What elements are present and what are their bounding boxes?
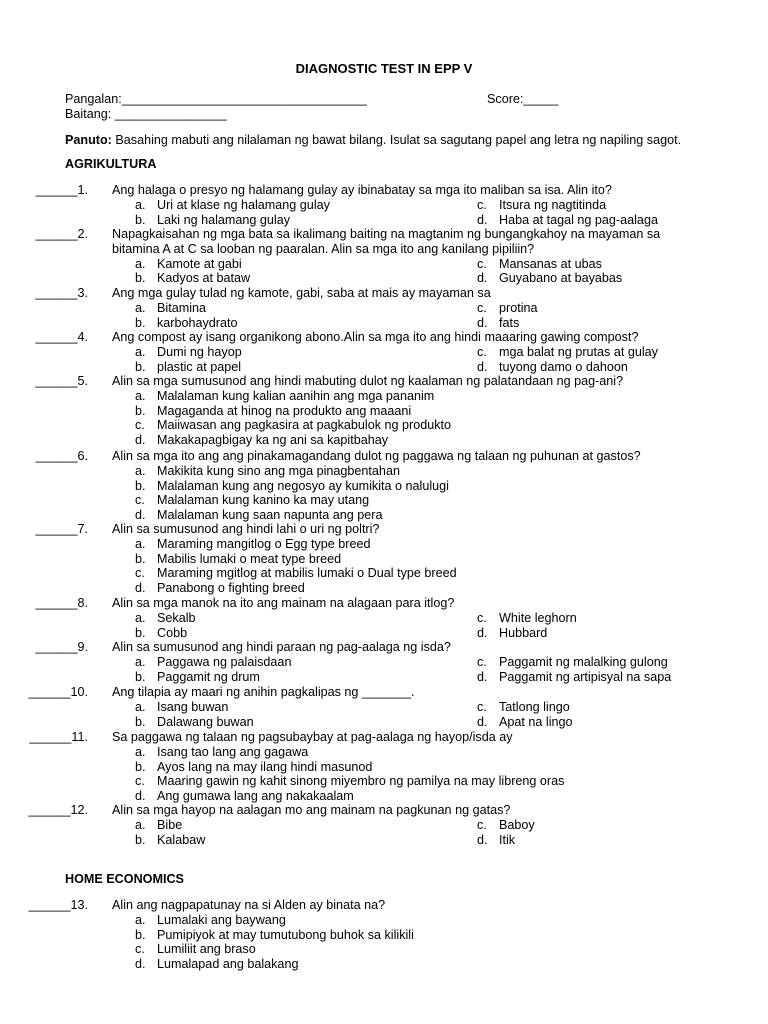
- answer-option: [135, 271, 250, 286]
- option-letter: a.: [135, 699, 146, 714]
- option-text: Kadyos at bataw: [157, 271, 251, 286]
- answer-option: [477, 700, 570, 715]
- answer-option: [477, 670, 671, 685]
- section-heading: AGRIKULTURA: [65, 157, 157, 171]
- answer-option: [135, 404, 411, 419]
- page-title: DIAGNOSTIC TEST IN EPP V: [295, 61, 473, 76]
- option-text: Baboy: [499, 817, 535, 832]
- question-text: Alin sa mga ito ang ang pinakamagandang dulot ng paggawa ng talaan ng puhunan at gastos?: [112, 449, 641, 463]
- option-text: Isang buwan: [157, 699, 229, 714]
- option-letter: c.: [135, 774, 145, 789]
- option-text: Laki ng halamang gulay: [157, 212, 291, 227]
- option-letter: a.: [135, 817, 146, 832]
- option-letter: b.: [135, 271, 146, 286]
- option-letter: a.: [135, 463, 146, 478]
- question-item: [0, 730, 768, 804]
- answer-option: [135, 418, 451, 433]
- option-text: Maiiwasan ang pagkasira at pagkabulok ng produkto: [157, 418, 452, 433]
- answer-blank-number: ______10.: [28, 685, 88, 699]
- question-text: bitamina A at C sa looban ng paaralan. Alin sa mga ito ang kanilang pipiliin?: [112, 241, 535, 256]
- option-text: White leghorn: [499, 610, 577, 625]
- option-text: karbohaydrato: [157, 315, 238, 330]
- option-text: Paggawa ng palaisdaan: [157, 654, 292, 669]
- option-text: Lumalaki ang baywang: [157, 912, 286, 927]
- option-text: Isang tao lang ang gagawa: [157, 744, 309, 759]
- question-item: [0, 803, 768, 847]
- option-letter: c.: [135, 493, 145, 508]
- answer-option: [477, 833, 515, 848]
- answer-option: [135, 715, 254, 730]
- option-letter: a.: [135, 197, 146, 212]
- option-text: Dalawang buwan: [157, 714, 254, 729]
- question-item: [0, 286, 768, 330]
- option-letter: b.: [135, 315, 146, 330]
- option-letter: a.: [135, 300, 146, 315]
- answer-option: [135, 611, 196, 626]
- option-letter: b.: [135, 714, 146, 729]
- option-text: Panabong o fighting breed: [157, 581, 305, 596]
- question-item: [0, 898, 768, 972]
- option-letter: c.: [477, 817, 487, 832]
- option-text: Tatlong lingo: [499, 699, 570, 714]
- answer-option: [135, 774, 564, 789]
- question-text: Alin sa mga manok na ito ang mainam na alagaan para itlog?: [112, 596, 455, 610]
- answer-option: [135, 537, 371, 552]
- answer-blank-number: ______12.: [28, 803, 88, 817]
- question-item: [0, 522, 768, 596]
- question-text: Ang halaga o presyo ng halamang gulay ay ibinabatay sa mga ito maliban sa isa. Alin ito?: [112, 183, 612, 197]
- option-letter: d.: [135, 433, 146, 448]
- option-letter: c.: [477, 699, 487, 714]
- option-letter: d.: [135, 789, 146, 804]
- answer-option: [477, 611, 577, 626]
- answer-blank-number: ______3.: [35, 286, 88, 300]
- option-text: protina: [499, 300, 538, 315]
- option-letter: c.: [477, 610, 487, 625]
- answer-blank-number: ______13.: [28, 898, 88, 912]
- option-letter: b.: [135, 551, 146, 566]
- instructions: [65, 133, 725, 148]
- option-text: Magaganda at hinog na produkto ang maaani: [157, 403, 412, 418]
- answer-option: [477, 345, 658, 360]
- option-letter: a.: [135, 344, 146, 359]
- answer-option: [135, 345, 242, 360]
- option-letter: c.: [135, 566, 145, 581]
- instructions-text: Basahing mabuti ang nilalaman ng bawat bilang. Isulat sa sagutang papel ang letra ng napiling sagot.: [111, 133, 682, 147]
- answer-option: [477, 316, 519, 331]
- answer-option: [135, 213, 290, 228]
- option-text: Malalaman kung kalian aanihin ang mga pananim: [157, 388, 435, 403]
- option-text: tuyong damo o dahoon: [499, 359, 628, 374]
- option-text: plastic at papel: [157, 359, 242, 374]
- option-text: Ayos lang na may ilang hindi masunod: [157, 759, 373, 774]
- question-item: [0, 374, 768, 448]
- option-text: mga balat ng prutas at gulay: [499, 344, 658, 359]
- option-letter: d.: [477, 315, 488, 330]
- answer-option: [135, 301, 206, 316]
- option-text: Paggamit ng malalking gulong: [499, 654, 668, 669]
- option-text: Malalaman kung ang negosyo ay kumikita o nalulugi: [157, 478, 449, 493]
- option-letter: d.: [477, 669, 488, 684]
- option-letter: b.: [135, 212, 146, 227]
- answer-blank-number: ______2.: [35, 227, 88, 241]
- question-text: Ang compost ay isang organikong abono.Alin sa mga ito ang hindi maaaring gawing compost?: [112, 330, 639, 344]
- option-letter: b.: [135, 832, 146, 847]
- answer-option: [135, 626, 187, 641]
- question-text: Napagkaisahan ng mga bata sa ikalimang baiting na magtanim ng bungangkahoy na mayaman sa: [112, 227, 661, 241]
- answer-option: [477, 257, 602, 272]
- question-text: Sa paggawa ng talaan ng pagsubaybay at pag-aalaga ng hayop/isda ay: [112, 730, 513, 744]
- option-text: Ang gumawa lang ang nakakaalam: [157, 789, 354, 804]
- option-letter: c.: [477, 344, 487, 359]
- option-text: Bibe: [157, 817, 183, 832]
- answer-option: [135, 433, 388, 448]
- name-field-label: Pangalan:___________________________________: [65, 92, 367, 106]
- option-letter: b.: [135, 403, 146, 418]
- option-text: Mabilis lumaki o meat type breed: [157, 551, 342, 566]
- answer-option: [135, 760, 372, 775]
- section-heading: HOME ECONOMICS: [65, 872, 184, 886]
- answer-blank-number: ______1.: [35, 183, 88, 197]
- option-letter: d.: [477, 625, 488, 640]
- option-letter: b.: [135, 927, 146, 942]
- answer-option: [135, 745, 308, 760]
- option-text: Cobb: [157, 625, 188, 640]
- question-text: Ang mga gulay tulad ng kamote, gabi, saba at mais ay mayaman sa: [112, 286, 491, 300]
- answer-option: [477, 213, 658, 228]
- question-item: [0, 227, 768, 286]
- question-text: Alin ang nagpapatunay na si Alden ay binata na?: [112, 898, 386, 912]
- option-letter: b.: [135, 359, 146, 374]
- option-text: Pumipiyok at may tumutubong buhok sa kilikili: [157, 927, 414, 942]
- option-letter: a.: [135, 388, 146, 403]
- option-letter: b.: [135, 625, 146, 640]
- option-text: Maraming mangitlog o Egg type breed: [157, 536, 371, 551]
- option-letter: d.: [477, 832, 488, 847]
- option-text: Paggamit ng artipisyal na sapa: [499, 669, 672, 684]
- answer-option: [135, 360, 241, 375]
- option-text: Kalabaw: [157, 832, 206, 847]
- answer-option: [135, 479, 449, 494]
- option-text: Maaring gawin ng kahit sinong miyembro ng pamilya na may libreng oras: [157, 774, 565, 789]
- answer-option: [135, 655, 291, 670]
- answer-option: [477, 655, 668, 670]
- answer-option: [477, 360, 628, 375]
- answer-blank-number: ______4.: [35, 330, 88, 344]
- option-letter: d.: [135, 581, 146, 596]
- answer-option: [135, 198, 330, 213]
- option-text: Itsura ng nagtitinda: [499, 197, 607, 212]
- option-text: Bitamina: [157, 300, 206, 315]
- answer-option: [135, 928, 414, 943]
- answer-blank-number: ______8.: [35, 596, 88, 610]
- option-letter: a.: [135, 610, 146, 625]
- option-letter: c.: [135, 418, 145, 433]
- option-letter: a.: [135, 744, 146, 759]
- option-text: Malalaman kung kanino ka may utang: [157, 493, 370, 508]
- answer-option: [477, 301, 538, 316]
- question-text: Alin sa mga hayop na aalagan mo ang mainam na pagkunan ng gatas?: [112, 803, 511, 817]
- answer-option: [135, 389, 434, 404]
- option-letter: b.: [135, 669, 146, 684]
- answer-option: [135, 818, 182, 833]
- option-text: Itik: [499, 832, 516, 847]
- answer-option: [135, 700, 228, 715]
- answer-option: [135, 552, 341, 567]
- answer-option: [477, 198, 606, 213]
- option-letter: d.: [135, 508, 146, 523]
- option-text: Kamote at gabi: [157, 256, 242, 271]
- score-field-label: Score:_____: [487, 92, 559, 106]
- option-letter: d.: [477, 714, 488, 729]
- option-text: Uri at klase ng halamang gulay: [157, 197, 330, 212]
- answer-blank-number: ______6.: [35, 449, 88, 463]
- option-text: Hubbard: [499, 625, 548, 640]
- option-letter: a.: [135, 256, 146, 271]
- option-text: Lumalapad ang balakang: [157, 957, 299, 972]
- answer-blank-number: ______7.: [35, 522, 88, 536]
- option-letter: a.: [135, 536, 146, 551]
- answer-option: [477, 271, 622, 286]
- answer-option: [135, 670, 260, 685]
- question-text: Alin sa sumusunod ang hindi lahi o uri ng poltri?: [112, 522, 380, 536]
- option-letter: c.: [477, 300, 487, 315]
- option-text: Lumiliit ang braso: [157, 942, 256, 957]
- option-text: Malalaman kung saan napunta ang pera: [157, 508, 383, 523]
- question-text: Alin sa sumusunod ang hindi paraan ng pag-aalaga ng isda?: [112, 640, 451, 654]
- option-letter: d.: [135, 957, 146, 972]
- option-letter: a.: [135, 912, 146, 927]
- option-letter: b.: [135, 759, 146, 774]
- option-text: Sekalb: [157, 610, 196, 625]
- answer-option: [135, 913, 286, 928]
- answer-blank-number: ______11.: [29, 730, 88, 744]
- option-letter: b.: [135, 478, 146, 493]
- answer-option: [477, 626, 547, 641]
- option-letter: c.: [135, 942, 145, 957]
- option-letter: d.: [477, 271, 488, 286]
- grade-field-label: Baitang: ________________: [65, 107, 227, 121]
- option-text: Makikita kung sino ang mga pinagbentahan: [157, 463, 400, 478]
- question-item: [0, 183, 768, 227]
- answer-option: [135, 257, 242, 272]
- option-letter: a.: [135, 654, 146, 669]
- option-letter: c.: [477, 654, 487, 669]
- answer-blank-number: ______9.: [35, 640, 88, 654]
- question-item: [0, 685, 768, 729]
- option-text: Haba at tagal ng pag-aalaga: [499, 212, 658, 227]
- answer-option: [135, 942, 256, 957]
- option-text: Makakapagbigay ka ng ani sa kapitbahay: [157, 433, 389, 448]
- answer-option: [135, 789, 354, 804]
- answer-option: [135, 316, 238, 331]
- option-text: Guyabano at bayabas: [499, 271, 623, 286]
- answer-option: [135, 957, 298, 972]
- question-text: Alin sa mga sumusunod ang hindi mabuting dulot ng kaalaman ng palatandaan ng pag-ani?: [112, 374, 624, 388]
- question-item: [0, 640, 768, 684]
- option-text: Maraming mgitlog at mabilis lumaki o Dual type breed: [157, 566, 457, 581]
- question-item: [0, 449, 768, 523]
- answer-option: [135, 566, 457, 581]
- option-letter: c.: [477, 197, 487, 212]
- answer-blank-number: ______5.: [35, 374, 88, 388]
- answer-option: [135, 508, 382, 523]
- option-letter: c.: [477, 256, 487, 271]
- answer-option: [477, 818, 535, 833]
- option-letter: d.: [477, 212, 488, 227]
- instructions-label: Panuto:: [65, 133, 112, 147]
- answer-option: [477, 715, 573, 730]
- answer-option: [135, 464, 400, 479]
- option-text: Paggamit ng drum: [157, 669, 260, 684]
- question-text: Ang tilapia ay maari ng anihin pagkalipas ng _______.: [112, 685, 415, 699]
- option-text: fats: [499, 315, 520, 330]
- option-text: Mansanas at ubas: [499, 256, 602, 271]
- answer-option: [135, 833, 205, 848]
- option-letter: d.: [477, 359, 488, 374]
- answer-option: [135, 493, 369, 508]
- option-text: Dumi ng hayop: [157, 344, 242, 359]
- option-text: Apat na lingo: [499, 714, 573, 729]
- question-item: [0, 330, 768, 374]
- answer-option: [135, 581, 305, 596]
- question-item: [0, 596, 768, 640]
